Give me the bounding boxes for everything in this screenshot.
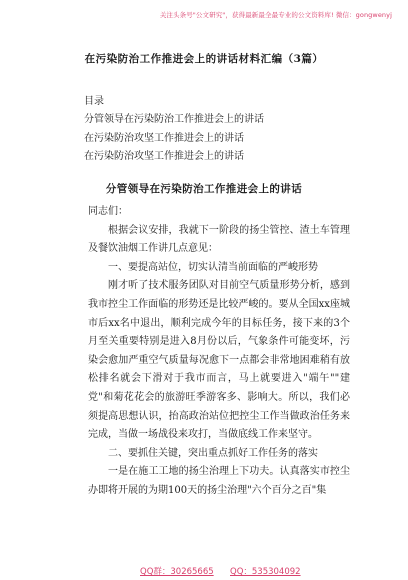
body-paragraph: 根据会议安排，我就下一阶段的扬尘管控、渣土车管理及餐饮油烟工作讲几点意见： bbox=[88, 224, 350, 255]
toc-item[interactable]: 分管领导在污染防治工作推进会上的讲话 bbox=[84, 114, 264, 126]
subheading: 一、要提高站位，切实认清当前面临的严峻形势 bbox=[108, 261, 318, 273]
table-of-contents bbox=[84, 93, 264, 166]
promo-banner: 关注头条号"公文研究"，获得最新最全最专业的公文资料库! 微信：gongwenyj bbox=[159, 11, 392, 19]
salutation: 同志们： bbox=[88, 206, 128, 217]
toc-heading: 目录 bbox=[84, 96, 104, 107]
speech-body bbox=[88, 203, 350, 501]
qq-group-link[interactable]: QQ群：30265665 bbox=[140, 567, 214, 577]
toc-item[interactable]: 在污染防治攻坚工作推进会上的讲话 bbox=[84, 150, 244, 162]
document-title: 在污染防治工作推进会上的讲话材料汇编（3篇） bbox=[84, 53, 324, 65]
section-title: 分管领导在污染防治工作推进会上的讲话 bbox=[105, 183, 303, 195]
toc-item[interactable]: 在污染防治攻坚工作推进会上的讲话 bbox=[84, 132, 244, 144]
body-paragraph: 一是在施工工地的扬尘治理上下功夫。认真落实市控尘办即将开展的为期100天的扬尘治理"六个百分之百"集 bbox=[88, 466, 350, 496]
body-paragraph: 刚才听了技术服务团队对目前空气质量形势分析，感到我市控尘工作面临的形势还是比较严峻的。要从全国xx座城市后xx名中退出，顺利完成今年的目标任务，接下来的3个月至关重要特别是进入8月份以后，气象条件可能变坏，污染会愈加严重空气质量每况愈下一点都会非常地困难稍有放松排名就会下滑对于我市而言，马上就要进入"端午""建党"和菊花花会的旅游旺季游客多、影响大。所以，我们必须提高思想认识，抬高政治站位把控尘工作当做政治任务来完成，当做一场战役来攻打，当做底线工作来坚守。 bbox=[88, 280, 350, 441]
qq-contact-link[interactable]: QQ：535304092 bbox=[230, 567, 301, 577]
subheading: 二、要抓住关键，突出重点抓好工作任务的落实 bbox=[108, 447, 318, 459]
